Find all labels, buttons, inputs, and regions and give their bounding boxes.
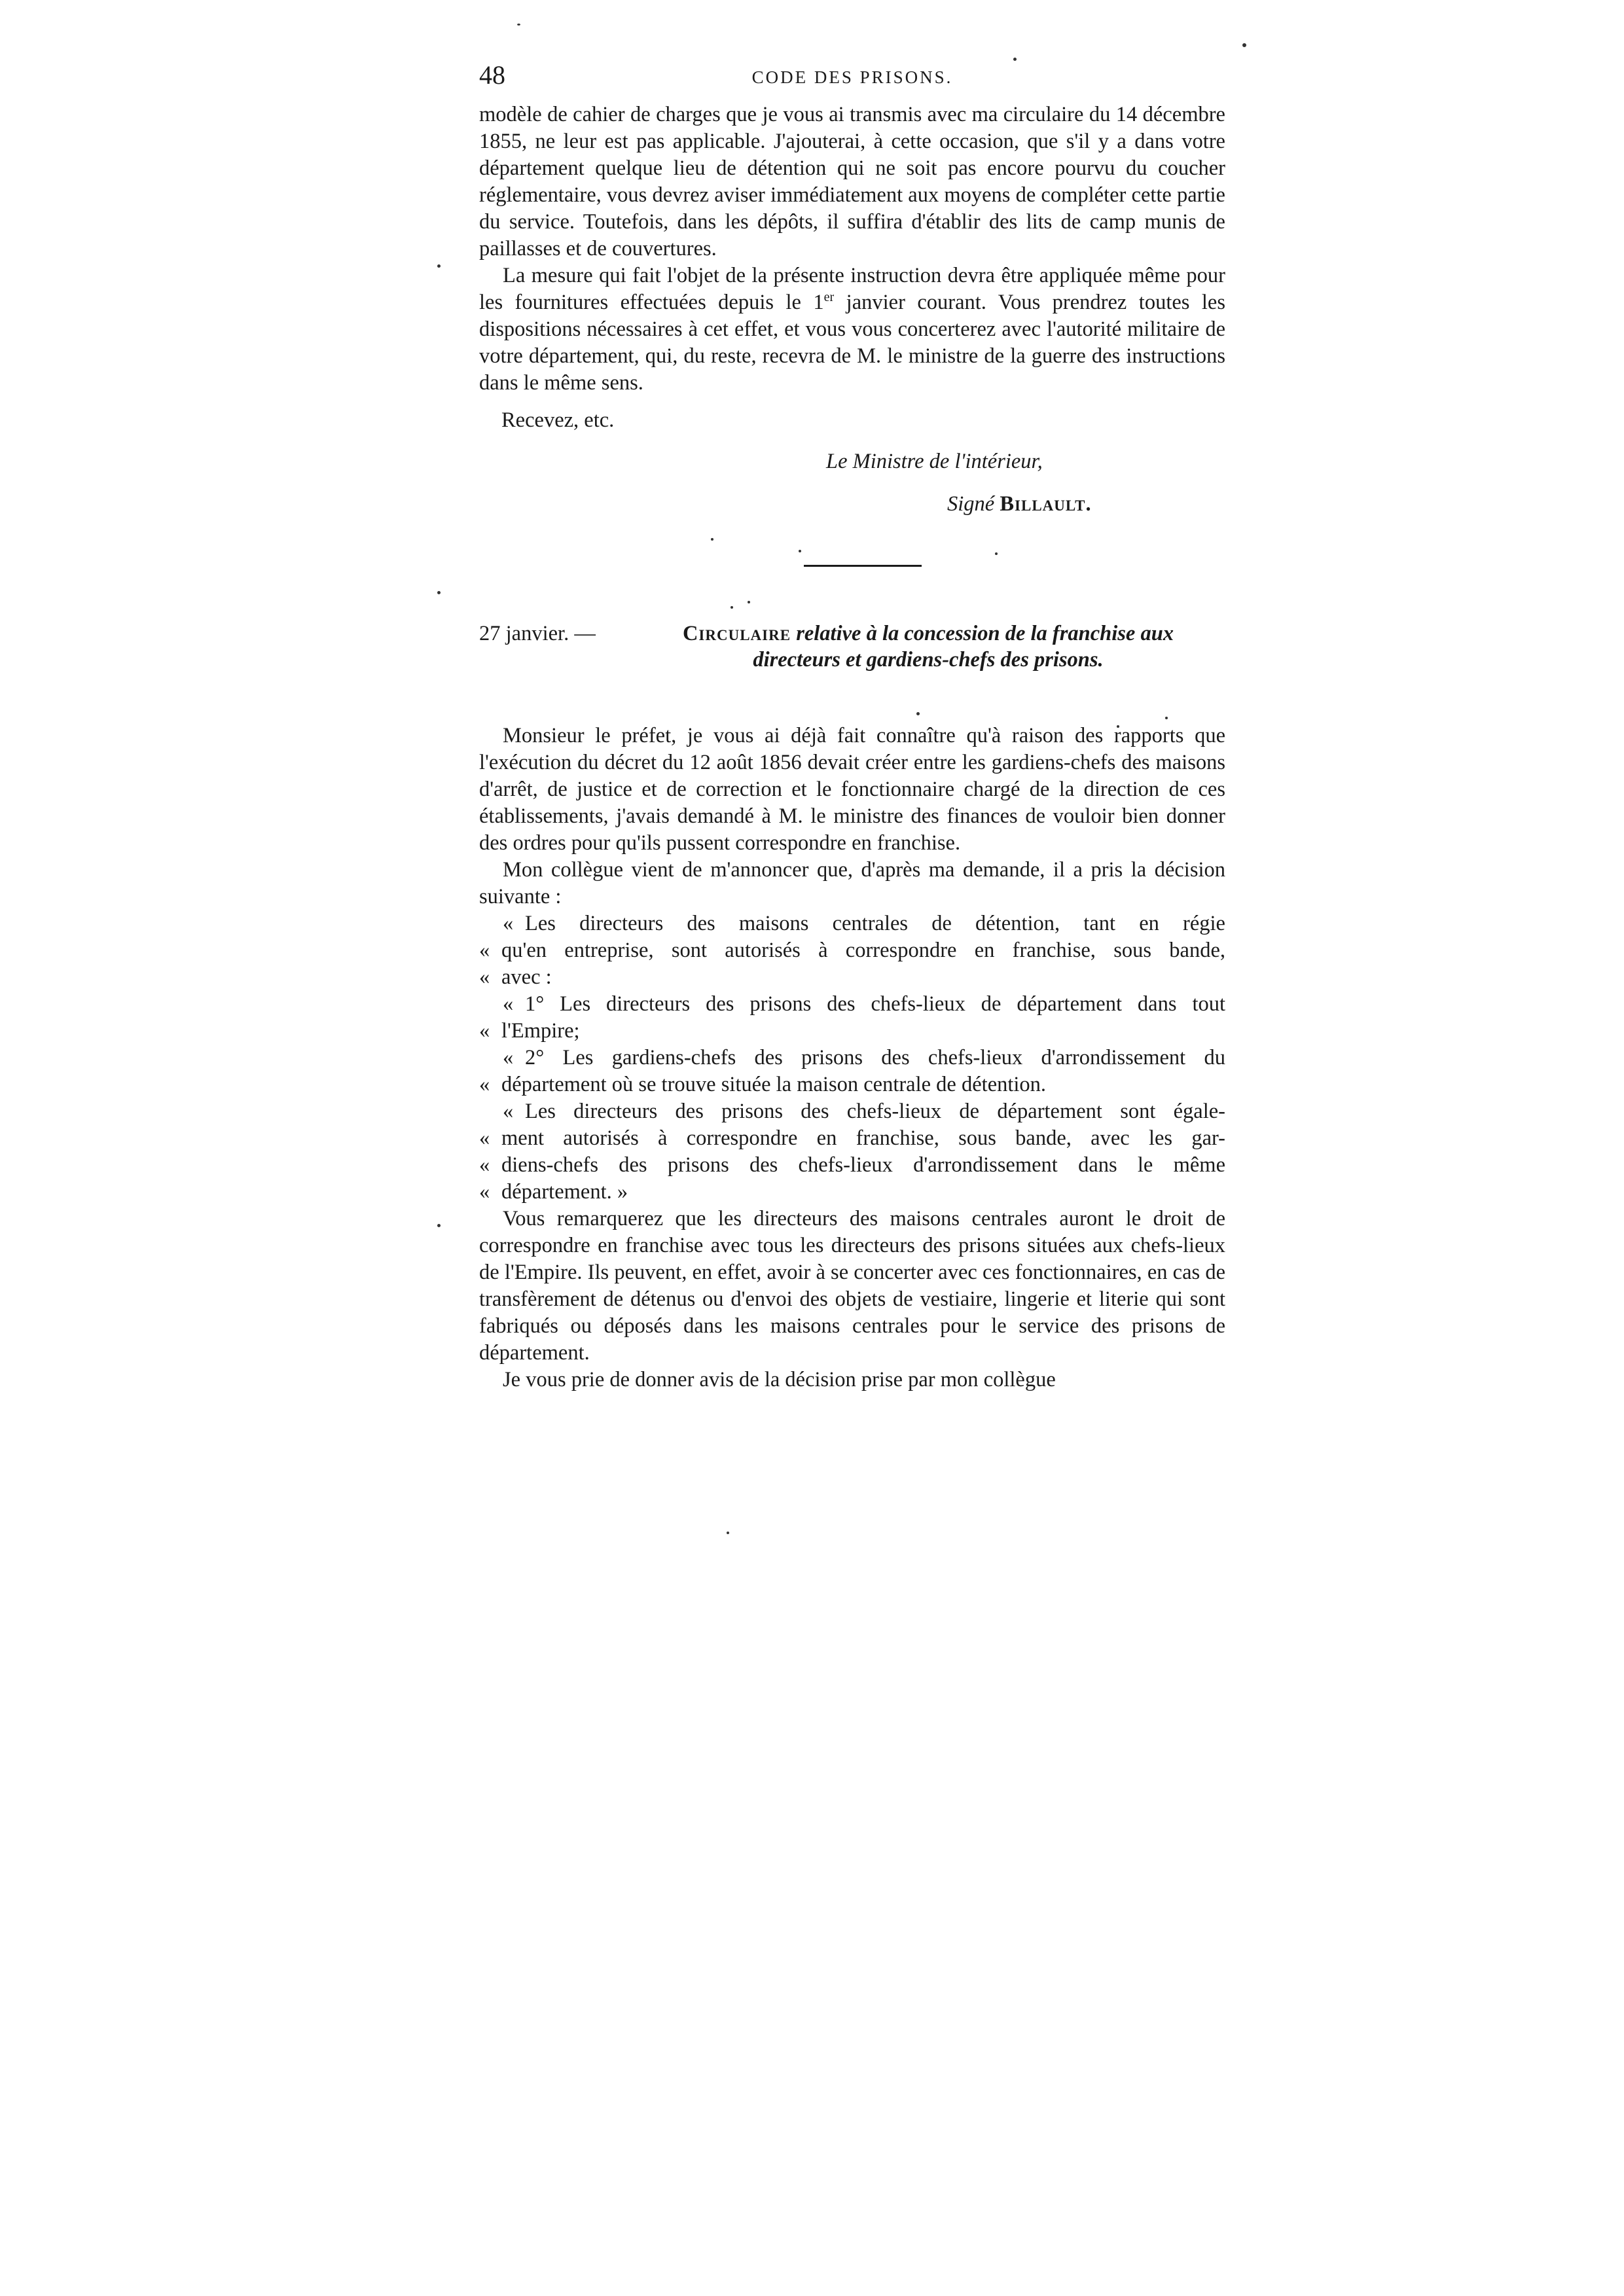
quote-mark: «	[479, 1073, 490, 1096]
section-heading	[479, 620, 1225, 673]
quote-text: 2° Les gardiens-chefs des prisons des chefs-lieux d'arrondissement du	[525, 1046, 1225, 1069]
section-title-line1: relative à la concession de la franchise aux	[796, 622, 1174, 645]
paragraph-opening: Monsieur le préfet, je vous ai déjà fait connaître qu'à raison des rapports que l'exécution du décret du 12 août 1856 devait créer entre les gardiens-chefs des maisons d'arrêt, de justice et de correction et le fonctionnaire chargé de la direction de ces établissements, j'avais demandé à M. le ministre des finances de vouloir bien donner des ordres pour qu'ils pussent correspondre en franchise.	[479, 724, 1225, 855]
quote-mark: «	[479, 939, 490, 962]
print-speck	[437, 1224, 441, 1227]
quote-text: 1° Les directeurs des prisons des chefs-lieux de département dans tout	[525, 992, 1225, 1016]
page-number: 48	[479, 60, 505, 90]
section-title	[631, 620, 1225, 673]
quote-line	[479, 964, 1225, 991]
paragraph-final: Je vous prie de donner avis de la décision prise par mon collègue	[503, 1368, 1056, 1391]
signature-title: Le Ministre de l'intérieur,	[826, 450, 1043, 473]
page-header	[479, 62, 1225, 101]
quote-text: Les directeurs des prisons des chefs-lieux de département sont égale-	[525, 1100, 1225, 1123]
quote-mark: «	[503, 992, 514, 1016]
paragraph-decision: Mon collègue vient de m'annoncer que, d'après ma demande, il a pris la décision suivante :	[479, 858, 1225, 908]
signature-prefix: Signé	[947, 492, 995, 516]
quote-line	[479, 1179, 1225, 1206]
paragraph-continued: modèle de cahier de charges que je vous ai transmis avec ma circulaire du 14 décembre 1855, ne leur est pas applicable. J'ajouterai, à cette occasion, que s'il y a dans votre département quelque lieu de détention qui ne soit pas encore pourvu du coucher réglementaire, vous devrez aviser immédiatement aux moyens de compléter cette partie du service. Toutefois, dans les dépôts, il suffira d'établir des lits de camp munis de paillasses et de couvertures.	[479, 103, 1225, 260]
quote-mark: «	[503, 912, 514, 935]
running-title: CODE DES PRISONS.	[751, 67, 953, 87]
quote-text: ment autorisés à correspondre en franchise, sous bande, avec les gar-	[501, 1126, 1225, 1150]
quote-line	[479, 1018, 1225, 1045]
quote-mark: «	[479, 1153, 490, 1177]
section-kind: Circulaire	[682, 622, 791, 645]
section-title-line2: directeurs et gardiens-chefs des prisons.	[753, 648, 1104, 672]
quote-mark: «	[503, 1100, 514, 1123]
quote-line	[479, 1045, 1225, 1071]
quote-line	[479, 1152, 1225, 1179]
paragraph-text: La mesure qui fait l'objet de la présente instruction devra être appliquée même pour les fournitures effectuées depuis le 1	[479, 264, 1225, 314]
quote-mark: «	[503, 1046, 514, 1069]
print-speck	[437, 591, 441, 594]
quote-text: l'Empire;	[501, 1019, 580, 1043]
quote-text: Les directeurs des maisons centrales de détention, tant en régie	[525, 912, 1225, 935]
quote-mark: «	[479, 1019, 490, 1043]
quote-text: département où se trouve située la maison centrale de détention.	[501, 1073, 1047, 1096]
quote-line	[479, 1071, 1225, 1098]
paragraph-instruction	[479, 262, 1225, 397]
section-divider	[804, 565, 922, 567]
closing-formula: Recevez, etc.	[501, 408, 615, 432]
quoted-decision	[479, 910, 1225, 1206]
print-speck	[727, 1532, 729, 1534]
quote-line	[479, 937, 1225, 964]
book-page	[479, 62, 1225, 1393]
signature	[947, 491, 1225, 518]
quote-mark: «	[479, 1180, 490, 1204]
quote-mark: «	[479, 965, 490, 989]
quote-line	[479, 1125, 1225, 1152]
quote-text: avec :	[501, 965, 552, 989]
quote-line	[479, 1098, 1225, 1125]
print-speck	[437, 264, 441, 268]
circular-body	[479, 723, 1225, 1393]
paragraph-remark: Vous remarquerez que les directeurs des maisons centrales auront le droit de correspondre en franchise avec tous les directeurs des prisons situées aux chefs-lieux de l'Empire. Ils peuvent, en effet, avoir à se concerter avec ces fonctionnaires, en cas de transfèrement de détenus ou d'envoi des objets de vestiaire, lingerie et literie qui sont fabriqués ou déposés dans les maisons centrales pour le service des prisons de département.	[479, 1207, 1225, 1365]
quote-line	[479, 910, 1225, 937]
quote-text: qu'en entreprise, sont autorisés à correspondre en franchise, sous bande,	[501, 939, 1225, 962]
quote-line	[479, 991, 1225, 1018]
quote-text: diens-chefs des prisons des chefs-lieux d'arrondissement dans le même	[501, 1153, 1225, 1177]
print-speck	[1013, 58, 1017, 61]
superscript-er: er	[823, 290, 835, 305]
quote-text: département. »	[501, 1180, 628, 1204]
print-speck	[1242, 43, 1246, 47]
print-speck	[517, 24, 520, 26]
quote-mark: «	[479, 1126, 490, 1150]
paragraph-text: janvier courant. Vous prendrez toutes les dispositions nécessaires à cet effet, et vous vous concerterez avec l'autorité militaire de votre département, qui, du reste, recevra de M. le ministre de la guerre des instructions dans le même sens.	[479, 291, 1225, 395]
signature-name: Billault.	[1000, 492, 1092, 516]
section-date: 27 janvier. —	[479, 622, 596, 645]
